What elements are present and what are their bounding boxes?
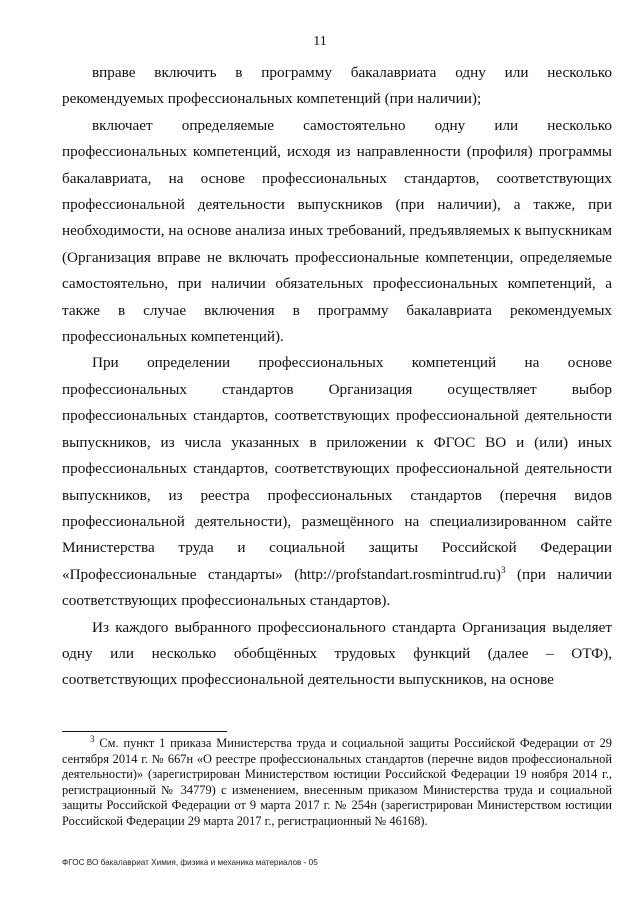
paragraph-3-text-end: (при наличии соответствующих профессиональных стандартов). [62,565,613,610]
page-number: 11 [313,34,327,49]
footnote [62,733,612,830]
page-footer: ФГОС ВО бакалавриат Химия, физика и механика материалов - 05 [62,858,318,867]
paragraph-4: Из каждого выбранного профессионального стандарта Организация выделяет одну или несколько обобщённых трудовых функций (далее – ОТФ), соответствующих профессиональной деятельности выпускников, на основе [62,618,612,689]
footnote-mark: 3 [90,733,95,744]
footnote-separator [62,731,227,732]
paragraph-3-text: При определении профессиональных компетенций на основе профессиональных стандартов Организация осуществляет выбор профессиональных стандартов, соответствующих профессиональной деятельности выпускников, из числа указанных в приложении к ФГОС ВО и (или) иных профессиональных стандартов, соответствующих профессиональной деятельности выпускников, из реестра профессиональных стандартов (перечня видов профессиональной деятельности), размещённого на специализированном сайте Министерства труда и социальной защиты Российской Федерации «Профессиональные стандарты» (http://profstandart.rosmintrud.ru) [62,354,612,583]
footnote-reference[interactable]: 3 [500,564,506,575]
footnote-text: См. пункт 1 приказа Министерства труда и социальной защиты Российской Федерации от 29 сентября 2014 г. № 667н «О реестре профессиональных стандартов (перечне видов профессиональной деятельности)» (зарегистрирован Министерством юстиции Российской Федерации 19 ноября 2014 г., регистрационный № 34779) с изменением, внесенным приказом Министерства труда и социальной защиты Российской Федерации от 9 марта 2017 г. № 254н (зарегистрирован Министерством юстиции Российской Федерации 29 марта 2017 г., регистрационный № 46168). [62,736,612,828]
paragraph-2: включает определяемые самостоятельно одну или несколько профессиональных компетенций, исходя из направленности (профиля) программы бакалавриата, на основе профессиональных стандартов, соответствующих профессиональной деятельности выпускников (при наличии), а также, при необходимости, на основе анализа иных требований, предъявляемых к выпускникам (Организация вправе не включать профессиональные компетенции, определяемые самостоятельно, при наличии обязательных профессиональных компетенций, а также в случае включения в программу бакалавриата рекомендуемых профессиональных компетенций). [62,116,612,346]
paragraph-1: вправе включить в программу бакалавриата одну или несколько рекомендуемых профессиональных компетенций (при наличии); [62,64,612,108]
body-text [62,60,612,694]
paragraph-3 [62,350,612,614]
